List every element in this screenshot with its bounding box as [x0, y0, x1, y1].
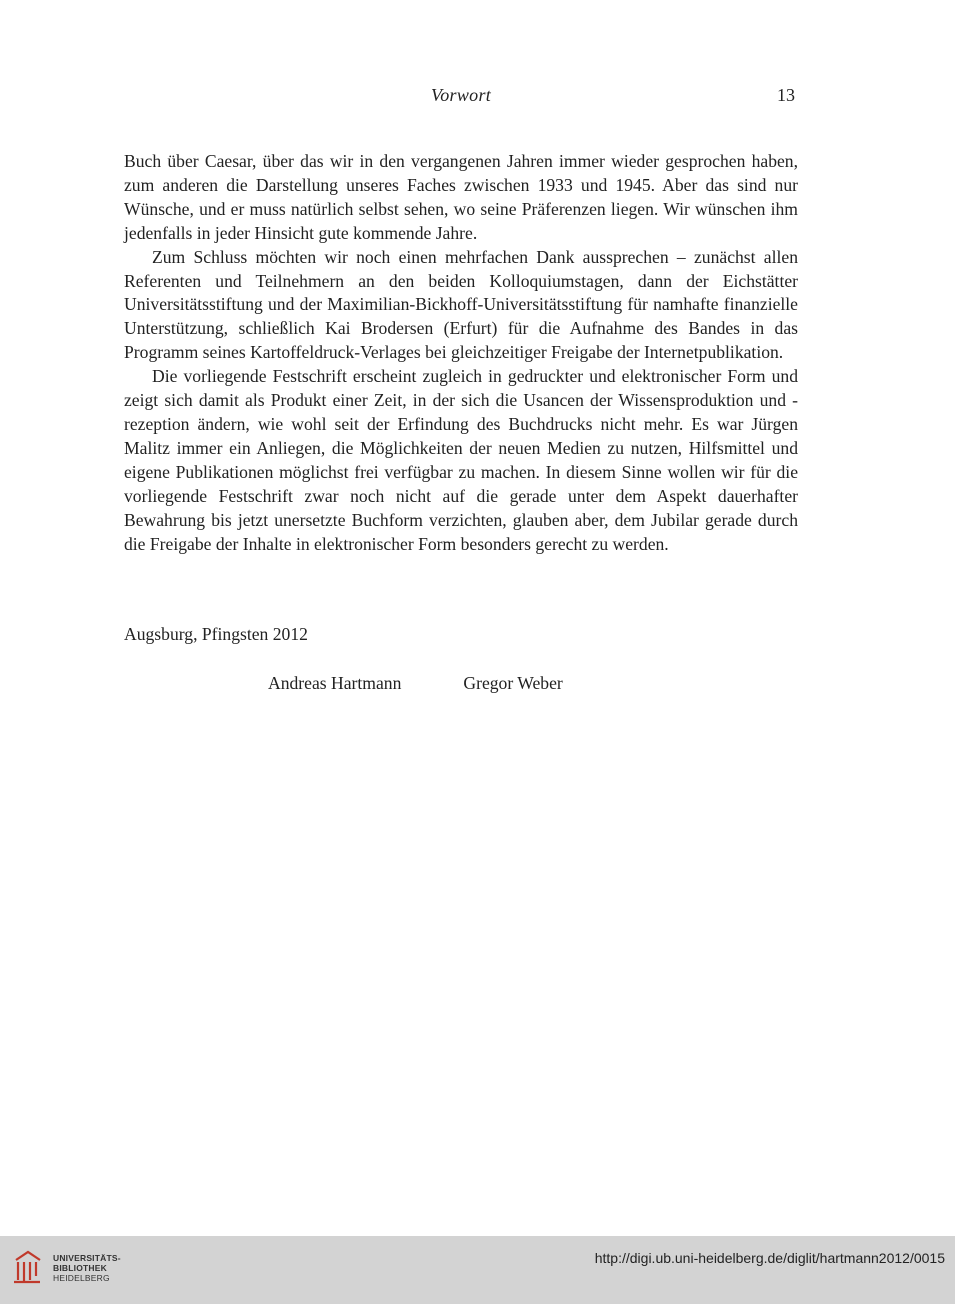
place-date: Augsburg, Pfingsten 2012: [124, 624, 308, 644]
signatory-1: Andreas Hartmann: [268, 673, 402, 693]
signatory-2: Gregor Weber: [463, 673, 563, 693]
body-text: [124, 150, 798, 556]
paragraph-2: Zum Schluss möchten wir noch einen mehrfachen Dank aussprechen – zunächst allen Referenten und Teilnehmern an den beiden Kolloquiumstagen, dann der Eichstätter Universitätsstiftung und der Maximilian-Bickhoff-Universitätsstiftung für namhafte finanzielle Unterstützung, schließlich Kai Brodersen (Erfurt) für die Aufnahme des Bandes in das Programm seines Kartoffeldruck-Verlages bei gleichzeitiger Freigabe der Internetpublikation.: [124, 246, 798, 363]
library-name-line-2: BIBLIOTHEK: [53, 1263, 107, 1273]
paragraph-1: Buch über Caesar, über das wir in den vergangenen Jahren immer wieder gesprochen haben, zum anderen die Darstellung unseres Faches zwischen 1933 und 1945. Aber das sind nur Wünsche, und er muss natürlich selbst sehen, wo seine Präferenzen liegen. Wir wünschen ihm jedenfalls in jeder Hinsicht gute kommende Jahre.: [124, 151, 798, 243]
library-name-line-1: UNIVERSITÄTS-: [53, 1253, 121, 1263]
source-url-link[interactable]: http://digi.ub.uni-heidelberg.de/diglit/hartmann2012/0015: [594, 1250, 945, 1266]
running-title: Vorwort: [430, 85, 492, 105]
ub-heidelberg-logo-icon[interactable]: [10, 1246, 46, 1286]
paragraph-3: Die vorliegende Festschrift erscheint zugleich in gedruckter und elektronischer Form und zeigt sich damit als Produkt einer Zeit, in der sich die Usancen der Wissensproduktion und -rezeption ändern, wie wohl seit der Erfindung des Buchdrucks nicht mehr. Es war Jürgen Malitz immer ein Anliegen, die Möglichkeiten der neuen Medien zu nutzen, Hilfsmittel und eigene Publikationen möglichst frei verfügbar zu machen. In diesem Sinne wollen wir für die vorliegende Festschrift zwar noch nicht auf die gerade unter dem Aspekt dauerhafter Bewahrung bis jetzt unersetzte Buchform verzichten, glauben aber, dem Jubilar gerade durch die Freigabe der Inhalte in elektronischer Form besonders gerecht zu werden.: [124, 366, 798, 554]
library-name: [53, 1253, 121, 1283]
signatures: [268, 673, 563, 694]
running-head: [0, 85, 955, 109]
page-number: 13: [777, 85, 795, 105]
footer-bar: [0, 1236, 955, 1304]
library-name-line-3: HEIDELBERG: [53, 1273, 110, 1283]
